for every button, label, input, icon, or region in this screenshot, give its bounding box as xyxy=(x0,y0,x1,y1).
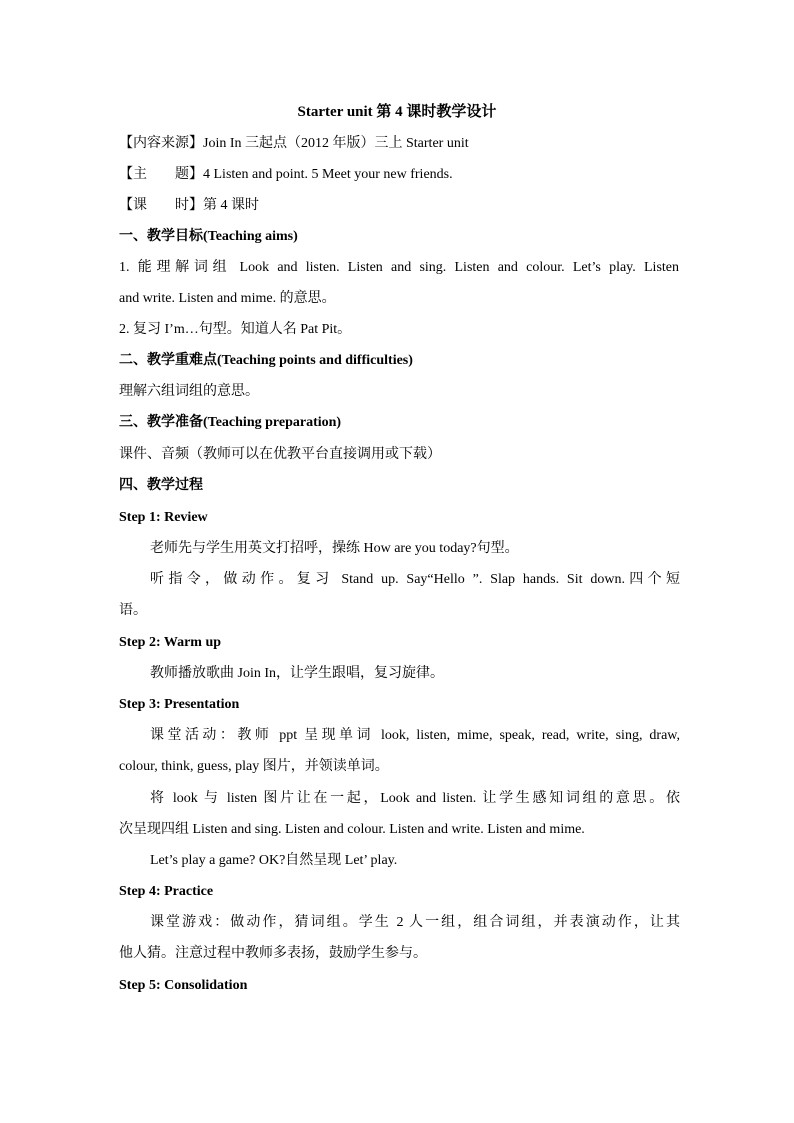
section-heading-aims: 一、教学目标(Teaching aims) xyxy=(119,229,298,244)
step-4-heading: Step 4: Practice xyxy=(119,884,214,899)
section-heading-process: 四、教学过程 xyxy=(119,478,203,493)
step-3-heading: Step 3: Presentation xyxy=(119,697,240,712)
step-3-paragraph-1-line-2: colour, think, guess, play 图片，并领读单词。 xyxy=(119,759,389,774)
preparation-text: 课件、音频（教师可以在优教平台直接调用或下载） xyxy=(119,447,441,462)
aim-2: 2. 复习 I’m…句型。知道人名 Pat Pit。 xyxy=(119,322,352,337)
step-2-heading: Step 2: Warm up xyxy=(119,635,222,650)
points-text: 理解六组词组的意思。 xyxy=(119,384,259,399)
meta-source: 【内容来源】Join In 三起点（2012 年版）三上 Starter unit xyxy=(119,136,469,151)
step-3-paragraph-1-line-1: 课堂活动：教师 ppt 呈现单词 look, listen, mime, speak, read, write, sing, draw, xyxy=(150,728,680,743)
step-1-paragraph-1: 老师先与学生用英文打招呼，操练 How are you today?句型。 xyxy=(150,541,519,556)
section-heading-points: 二、教学重难点(Teaching points and difficulties) xyxy=(119,353,413,368)
step-5-heading: Step 5: Consolidation xyxy=(119,978,248,993)
step-3-paragraph-2-line-2: 次呈现四组 Listen and sing. Listen and colour. Listen and write. Listen and mime. xyxy=(119,822,585,837)
meta-topic: 【主 题】4 Listen and point. 5 Meet your new friends. xyxy=(119,167,453,182)
step-1-paragraph-2-line-1: 听指令，做动作。复习 Stand up. Say“Hello ”. Slap hands. Sit down.四个短 xyxy=(150,572,680,587)
aim-1-line-1: 1. 能理解词组 Look and listen. Listen and sing. Listen and colour. Let’s play. Listen xyxy=(119,260,679,275)
step-2-paragraph-1: 教师播放歌曲 Join In，让学生跟唱，复习旋律。 xyxy=(150,666,444,681)
section-heading-preparation: 三、教学准备(Teaching preparation) xyxy=(119,415,342,430)
step-1-heading: Step 1: Review xyxy=(119,510,208,525)
step-3-paragraph-2-line-1: 将 look 与 listen 图片让在一起，Look and listen. 让学生感知词组的意思。依 xyxy=(150,791,680,806)
step-1-paragraph-2-line-2: 语。 xyxy=(119,603,147,618)
aim-1-line-2: and write. Listen and mime. 的意思。 xyxy=(119,291,336,306)
step-3-paragraph-3: Let’s play a game? OK?自然呈现 Let’ play. xyxy=(150,853,398,868)
page-title: Starter unit 第 4 课时教学设计 xyxy=(297,104,497,120)
step-4-paragraph-1-line-2: 他人猜。注意过程中教师多表扬，鼓励学生参与。 xyxy=(119,946,427,961)
meta-period: 【课 时】第 4 课时 xyxy=(119,198,259,213)
step-4-paragraph-1-line-1: 课堂游戏：做动作，猜词组。学生 2 人一组，组合词组，并表演动作，让其 xyxy=(150,915,680,930)
